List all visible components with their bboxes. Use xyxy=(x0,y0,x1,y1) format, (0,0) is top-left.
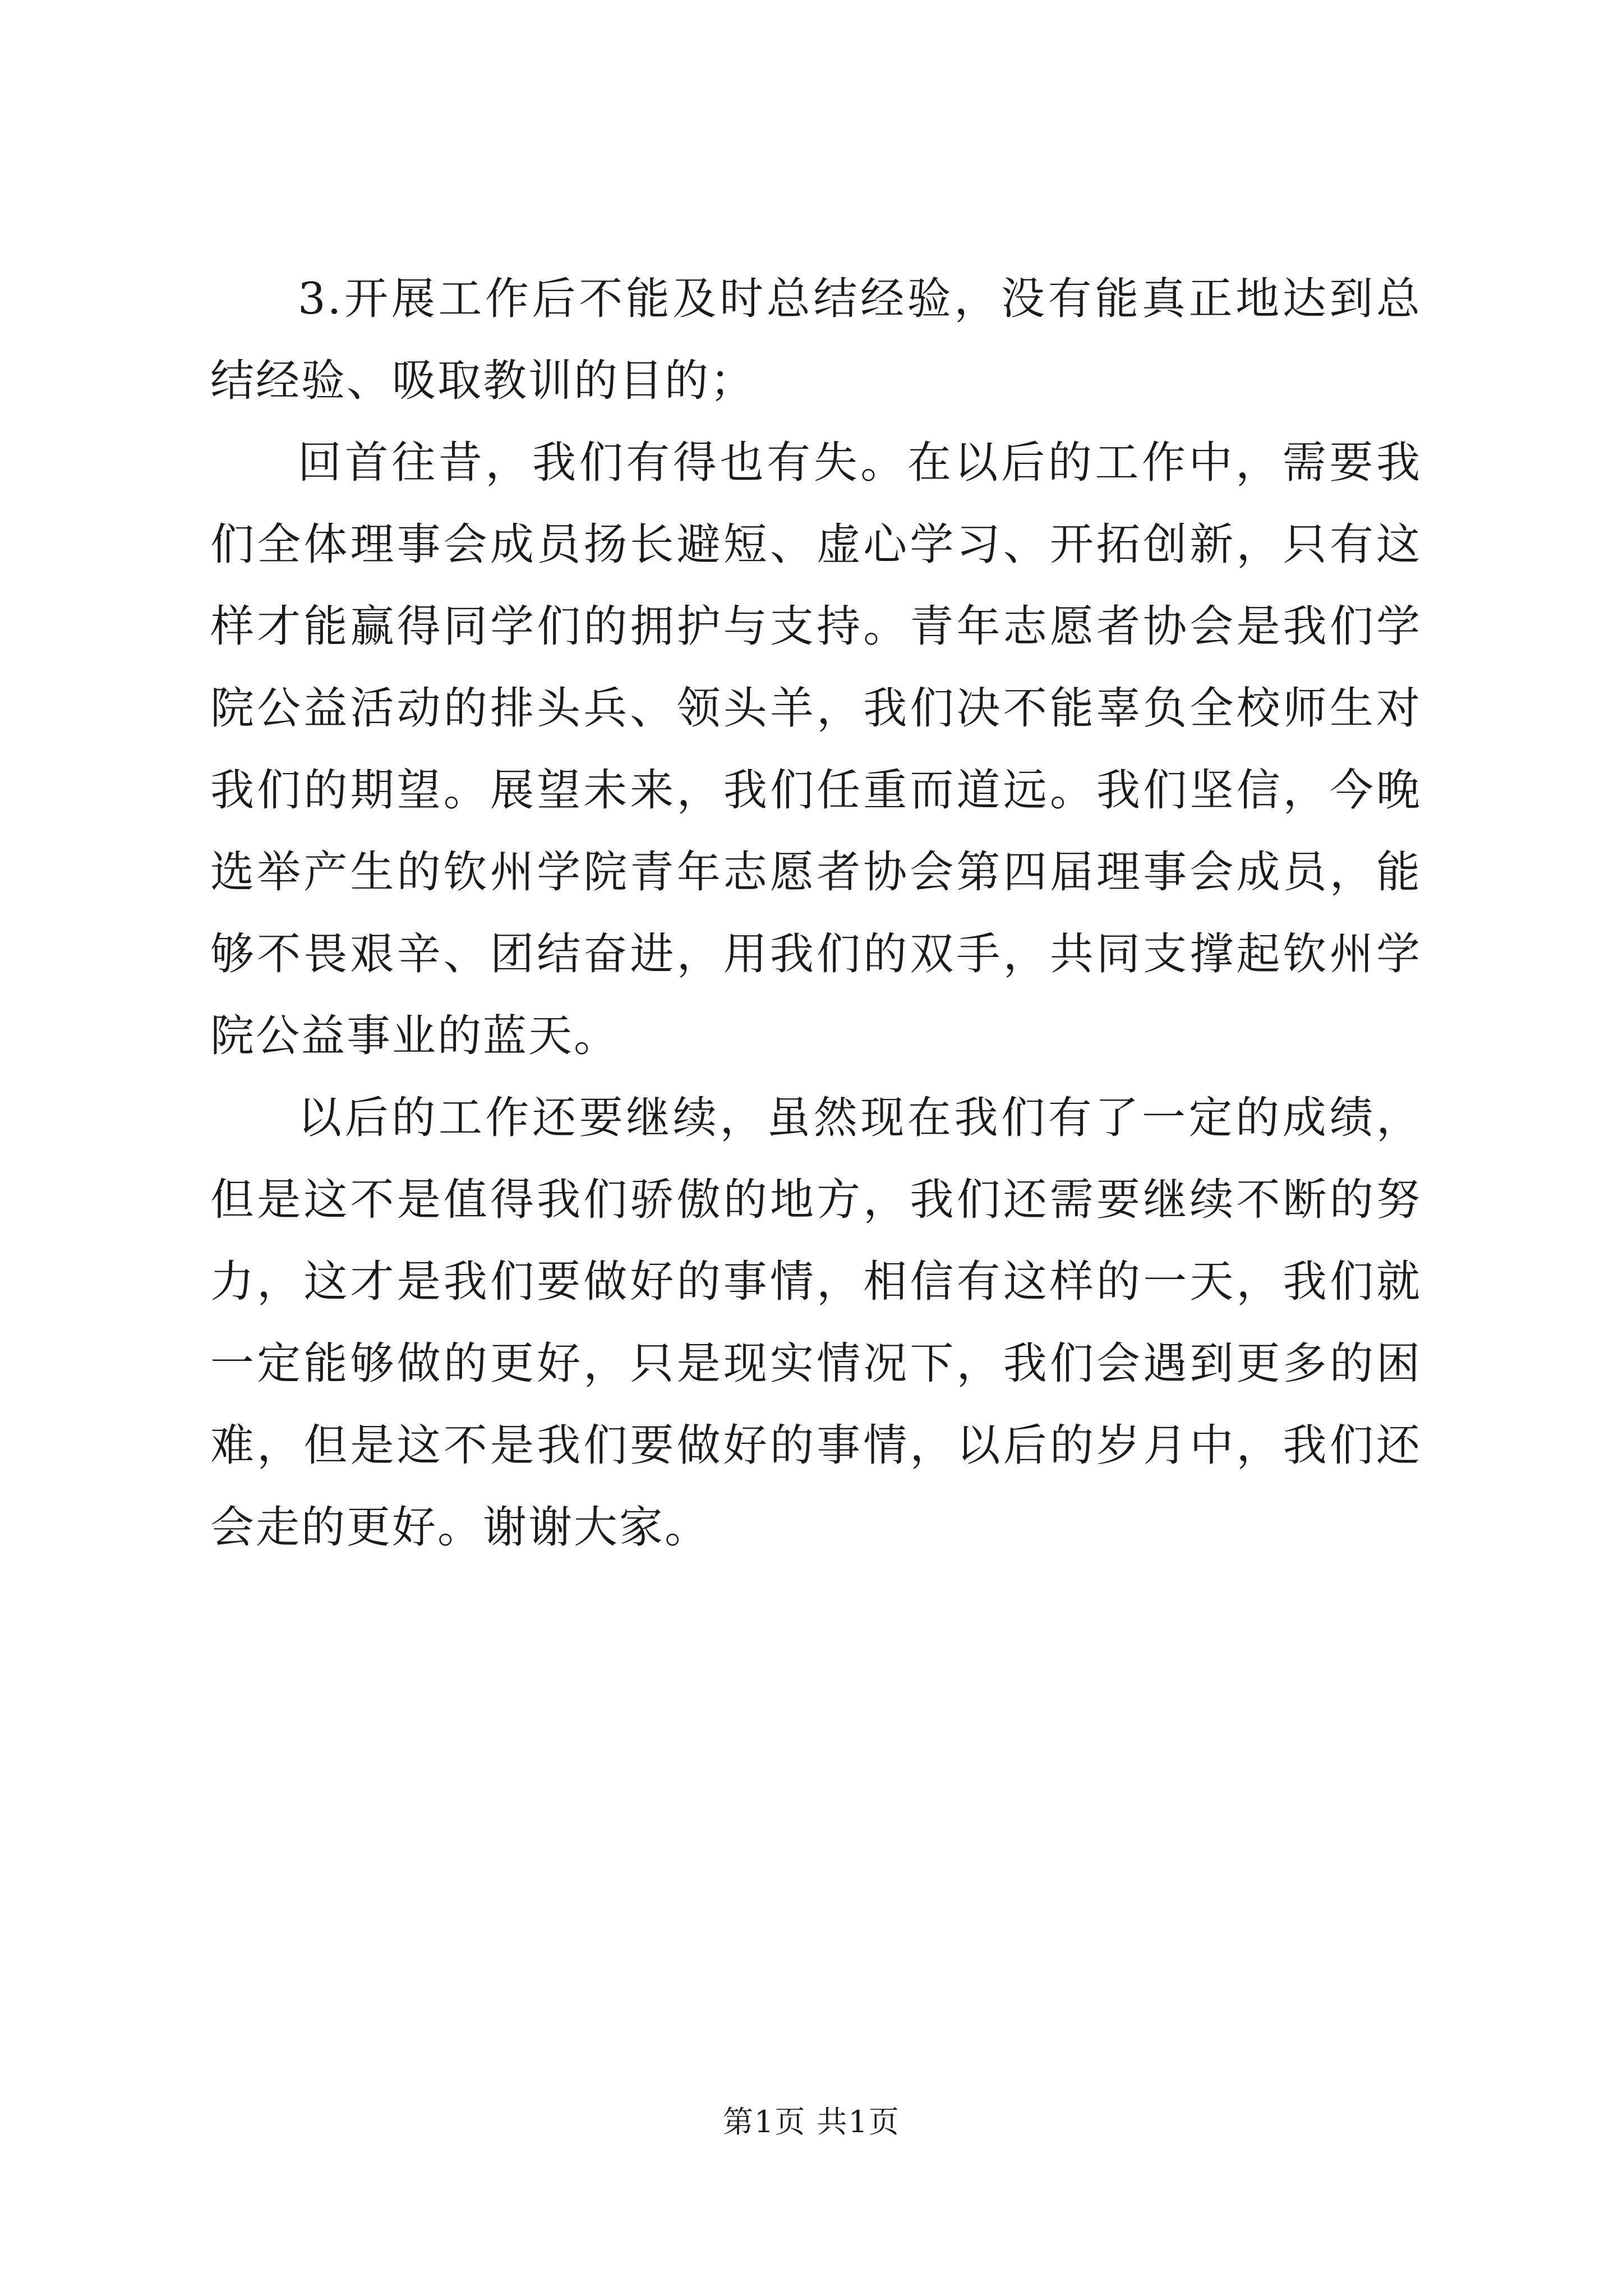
paragraph-2: 回首往昔，我们有得也有失。在以后的工作中，需要我们全体理事会成员扬长避短、虚心学习、开拓创新，只有这样才能赢得同学们的拥护与支持。青年志愿者协会是我们学院公益活动的排头兵、领头羊，我们决不能辜负全校师生对我们的期望。展望未来，我们任重而道远。我们坚信，今晚选举产生的钦州学院青年志愿者协会第四届理事会成员，能够不畏艰辛、团结奋进，用我们的双手，共同支撑起钦州学院公益事业的蓝天。 xyxy=(210,438,1422,1061)
paragraph-3: 以后的工作还要继续，虽然现在我们有了一定的成绩，但是这不是值得我们骄傲的地方，我们还需要继续不断的努力，这才是我们要做好的事情，相信有这样的一天，我们就一定能够做的更好，只是现实情况下，我们会遇到更多的困难，但是这不是我们要做好的事情，以后的岁月中，我们还会走的更好。谢谢大家。 xyxy=(210,1093,1422,1553)
document-body xyxy=(210,258,1422,1568)
paragraph-1: 3.开展工作后不能及时总结经验，没有能真正地达到总结经验、吸取教训的目的； xyxy=(210,274,1422,406)
page-footer: 第1页 共1页 xyxy=(723,2104,900,2139)
